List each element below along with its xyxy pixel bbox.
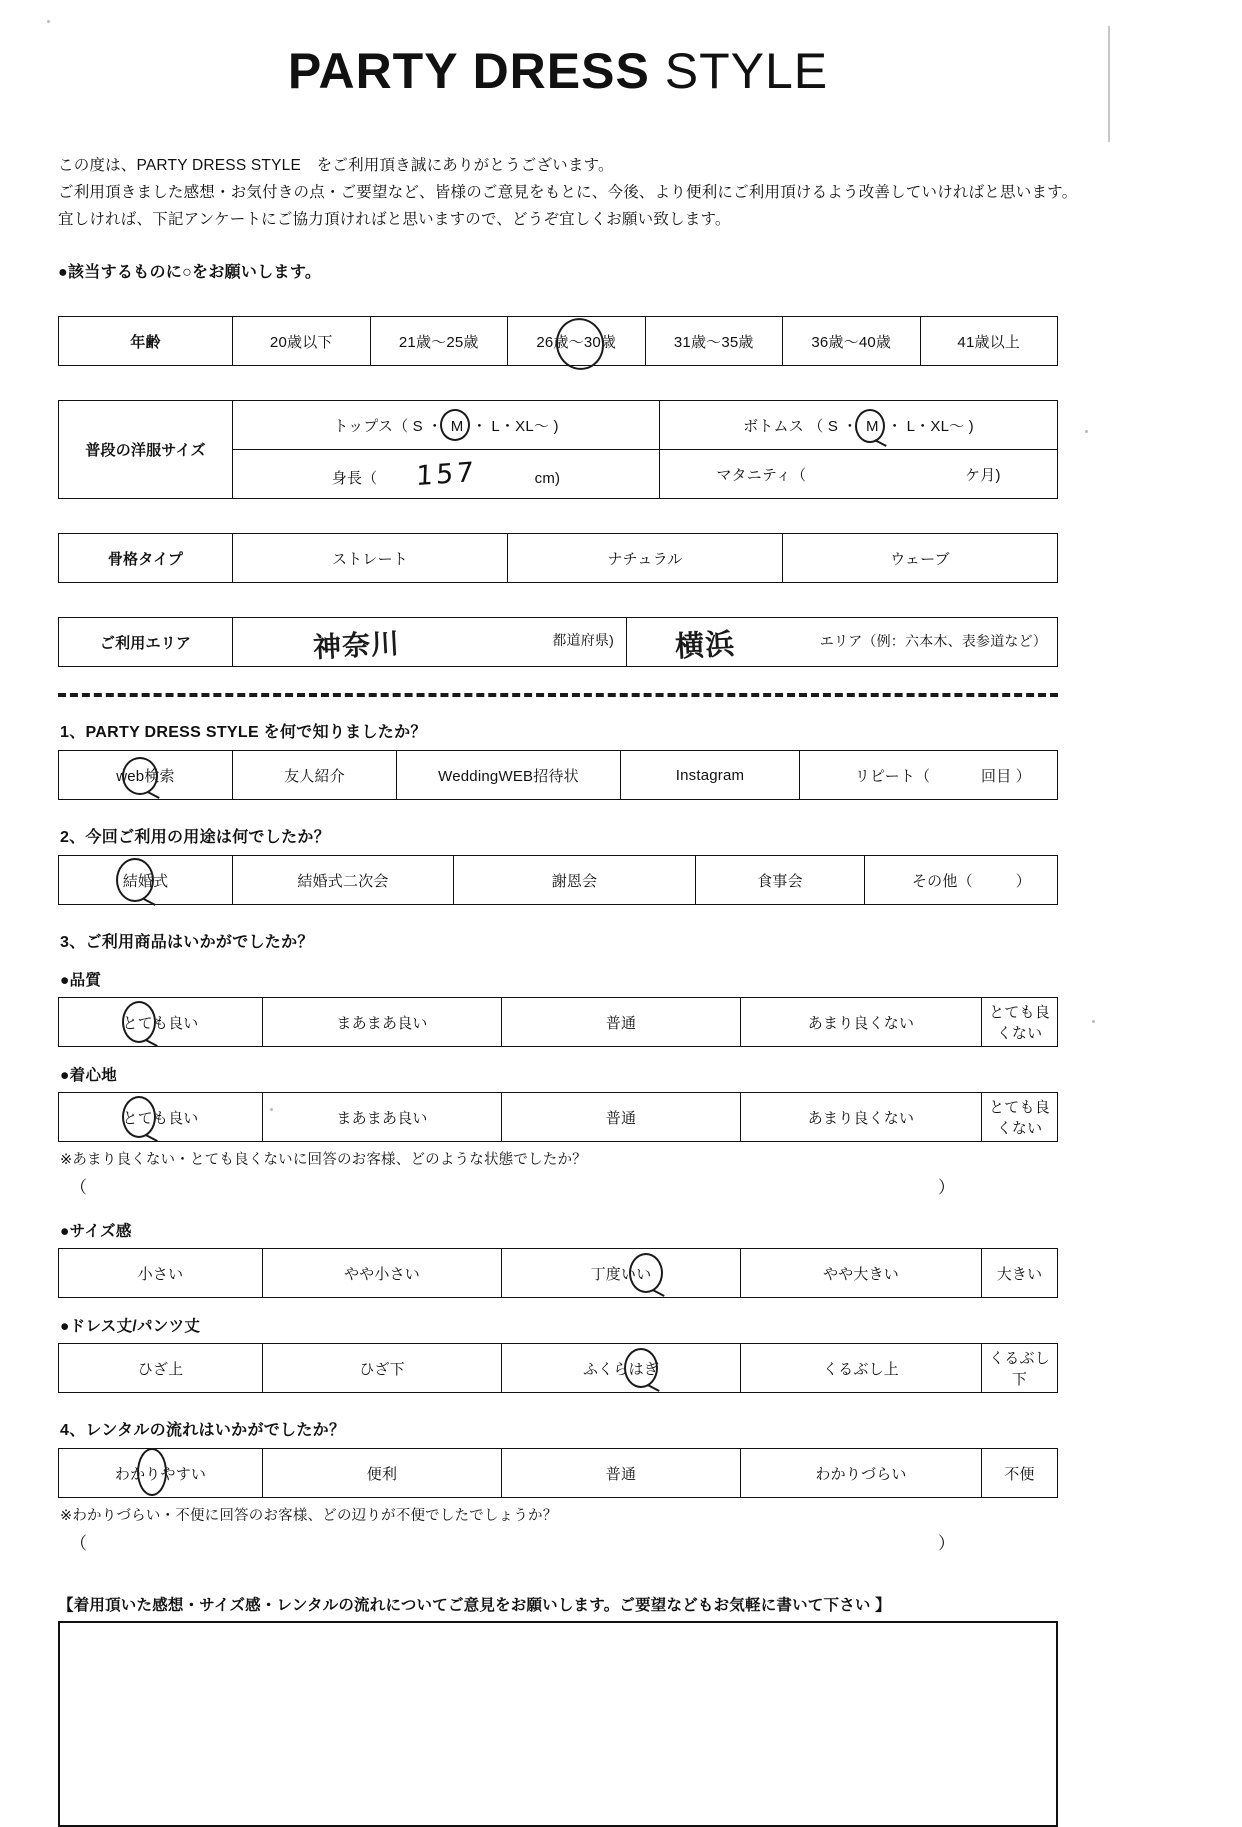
table-row [59, 317, 1058, 366]
quality-option-0-label: とても良い [122, 1014, 199, 1032]
question-4-heading: 4、レンタルの流れはいかがでしたか？ [60, 1422, 346, 1440]
q2-other-suffix: ） [1015, 872, 1031, 890]
maternity-prefix: マタニティ（ [716, 466, 807, 484]
age-option-1[interactable]: 21歳～25歳 [370, 317, 508, 366]
table-row [59, 1249, 1058, 1298]
length-option-4[interactable]: くるぶし下 [982, 1344, 1058, 1393]
q1-option-0-label: web検索 [116, 767, 175, 785]
question-2-table [58, 855, 1058, 905]
comfort-note: ※あまり良くない・とても良くないに回答のお客様、どのような状態でしたか？ [60, 1152, 587, 1169]
quality-option-4[interactable]: とても良くない [982, 998, 1058, 1047]
quality-option-1[interactable]: まあまあ良い [263, 998, 502, 1047]
page-title [58, 43, 1058, 99]
tops-size-cell[interactable] [233, 401, 660, 450]
scan-speck [1085, 430, 1088, 433]
q2-option-3[interactable]: 食事会 [696, 856, 865, 905]
comfort-option-1[interactable]: まあまあ良い [263, 1093, 502, 1142]
table-row [59, 618, 1058, 667]
maternity-cell[interactable] [660, 450, 1058, 499]
bottoms-selected-size: M [862, 418, 887, 435]
age-label: 年齢 [59, 317, 233, 366]
q4-option-3[interactable]: わかりづらい [741, 1449, 982, 1498]
bone-type-table [58, 533, 1058, 583]
q2-option-4[interactable] [865, 856, 1058, 905]
q2-option-1[interactable]: 結婚式二次会 [233, 856, 454, 905]
q1-option-1[interactable]: 友人紹介 [233, 751, 397, 800]
height-handwritten-value: 157 [415, 456, 477, 493]
bone-option-2[interactable]: ウェーブ [783, 534, 1058, 583]
page-header [58, 0, 1058, 104]
table-row [59, 1449, 1058, 1498]
height-unit: cm) [534, 469, 561, 487]
q2-option-0[interactable] [59, 856, 233, 905]
quality-option-0[interactable] [59, 998, 263, 1047]
table-row [59, 401, 1058, 450]
table-row [59, 751, 1058, 800]
q1-option-0[interactable] [59, 751, 233, 800]
q4-option-1[interactable]: 便利 [263, 1449, 502, 1498]
q4-paren-right: ） [938, 1534, 955, 1554]
bottoms-size-cell[interactable] [660, 401, 1058, 450]
q2-other-prefix: その他（ [911, 872, 973, 890]
instruction-line: ●該当するものに○をお願いします。 [58, 264, 322, 282]
q4-option-2[interactable]: 普通 [502, 1449, 741, 1498]
prefecture-cell[interactable] [233, 618, 627, 667]
tops-suffix: ・ L・XL～ ) [471, 417, 559, 435]
comfort-option-2[interactable]: 普通 [502, 1093, 741, 1142]
comfort-paren-left: （ [70, 1178, 87, 1198]
q4-note: ※わかりづらい・不便に回答のお客様、どの辺りが不便でしたでしょうか？ [60, 1508, 558, 1525]
scan-speck [47, 20, 50, 23]
length-option-3[interactable]: くるぶし上 [741, 1344, 982, 1393]
tops-selected-size: M [447, 418, 472, 435]
area-suffix: エリア（例：六本木、表参道など） [819, 633, 1047, 650]
comfort-table [58, 1092, 1058, 1142]
fit-option-2[interactable] [502, 1249, 741, 1298]
age-option-2[interactable] [508, 317, 646, 366]
title-bold: PARTY DRESS [287, 43, 650, 99]
table-row [59, 534, 1058, 583]
prefecture-suffix: 都道府県) [552, 632, 614, 649]
height-cell[interactable] [233, 450, 660, 499]
age-option-5[interactable]: 41歳以上 [920, 317, 1058, 366]
title-light: STYLE [664, 43, 829, 99]
fit-subheading: ●サイズ感 [60, 1223, 132, 1241]
intro-text [58, 152, 1078, 233]
q1-option-3[interactable]: Instagram [621, 751, 800, 800]
comfort-option-0[interactable] [59, 1093, 263, 1142]
fit-option-0[interactable]: 小さい [59, 1249, 263, 1298]
intro-line-2: ご利用頂きました感想・お気付きの点・ご要望など、皆様のご意見をもとに、今後、より便利にご利用頂けるよう改善していければと思います。 [58, 184, 1078, 202]
length-option-2[interactable] [502, 1344, 741, 1393]
comfort-option-3[interactable]: あまり良くない [741, 1093, 982, 1142]
q4-option-0[interactable] [59, 1449, 263, 1498]
final-comment-box[interactable] [58, 1621, 1058, 1827]
length-option-2-label: ふくらはぎ [582, 1360, 659, 1378]
intro-line-1: この度は、PARTY DRESS STYLE をご利用頂き誠にありがとうございます。 [58, 157, 614, 174]
question-2-heading: 2、今回ご利用の用途は何でしたか？ [60, 829, 330, 847]
quality-option-2[interactable]: 普通 [502, 998, 741, 1047]
q4-option-4[interactable]: 不便 [982, 1449, 1058, 1498]
q2-option-2[interactable]: 謝恩会 [454, 856, 696, 905]
q1-repeat-prefix: リピート（ [854, 767, 931, 785]
fit-table [58, 1248, 1058, 1298]
q4-answer-row[interactable] [58, 1525, 1058, 1559]
height-prefix: 身長（ [331, 469, 378, 487]
bottoms-suffix: ・ L・XL～ ) [887, 417, 974, 435]
bottoms-prefix: ボトムス （ S ・ [743, 417, 858, 435]
q4-paren-left: （ [70, 1534, 87, 1554]
comfort-answer-row[interactable] [58, 1169, 1058, 1203]
area-handwritten-value: 横浜 [674, 626, 736, 664]
question-4-table [58, 1448, 1058, 1498]
comfort-subheading: ●着心地 [60, 1067, 118, 1085]
question-1-heading: 1、PARTY DRESS STYLE を何で知りましたか？ [60, 724, 427, 742]
age-option-3[interactable]: 31歳～35歳 [645, 317, 783, 366]
clothing-size-table [58, 400, 1058, 499]
bone-option-1[interactable]: ナチュラル [508, 534, 783, 583]
bone-option-0[interactable]: ストレート [233, 534, 508, 583]
question-1-table [58, 750, 1058, 800]
age-option-4[interactable]: 36歳～40歳 [783, 317, 921, 366]
length-subheading: ●ドレス丈/パンツ丈 [60, 1318, 201, 1336]
age-option-0[interactable]: 20歳以下 [233, 317, 371, 366]
question-3-heading: 3、ご利用商品はいかがでしたか？ [60, 934, 314, 952]
q1-option-4[interactable] [800, 751, 1058, 800]
fit-option-1[interactable]: やや小さい [263, 1249, 502, 1298]
age-option-2-label: 26歳～30歳 [536, 333, 617, 351]
table-row [59, 856, 1058, 905]
final-comment-heading: 【着用頂いた感想・サイズ感・レンタルの流れについてご意見をお願いします。ご要望などもお気軽に書いて下さい 】 [58, 1597, 891, 1615]
table-row [59, 1093, 1058, 1142]
quality-option-3[interactable]: あまり良くない [741, 998, 982, 1047]
prefecture-handwritten-value: 神奈川 [312, 627, 401, 665]
comfort-option-0-label: とても良い [122, 1109, 199, 1127]
quality-subheading: ●品質 [60, 972, 102, 990]
table-row [59, 1344, 1058, 1393]
length-table [58, 1343, 1058, 1393]
area-table [58, 617, 1058, 667]
scan-speck [1092, 1020, 1095, 1023]
tops-prefix: トップス（ S ・ [333, 417, 443, 435]
section-divider [58, 693, 1058, 697]
q1-repeat-suffix: 回目 ） [981, 767, 1031, 785]
maternity-unit: ケ月) [965, 466, 1001, 484]
age-table [58, 316, 1058, 366]
length-option-1[interactable]: ひざ下 [263, 1344, 502, 1393]
table-row [59, 998, 1058, 1047]
comfort-paren-right: ） [938, 1178, 955, 1198]
fit-option-3[interactable]: やや大きい [741, 1249, 982, 1298]
quality-table [58, 997, 1058, 1047]
bone-type-label: 骨格タイプ [59, 534, 233, 583]
intro-line-3: 宜しければ、下記アンケートにご協力頂ければと思いますので、どうぞ宜しくお願い致します。 [58, 211, 731, 229]
area-name-cell[interactable] [627, 618, 1058, 667]
q4-option-0-label: わかりやすい [114, 1465, 207, 1483]
q2-option-0-label: 結婚式 [122, 872, 169, 890]
area-label: ご利用エリア [59, 618, 233, 667]
length-option-0[interactable]: ひざ上 [59, 1344, 263, 1393]
fit-option-2-label: 丁度いい [590, 1265, 652, 1283]
scan-edge-line [1108, 26, 1110, 142]
q1-option-2[interactable]: WeddingWEB招待状 [397, 751, 621, 800]
fit-option-4[interactable]: 大きい [982, 1249, 1058, 1298]
comfort-option-4[interactable]: とても良くない [982, 1093, 1058, 1142]
clothing-size-label: 普段の洋服サイズ [59, 401, 233, 499]
